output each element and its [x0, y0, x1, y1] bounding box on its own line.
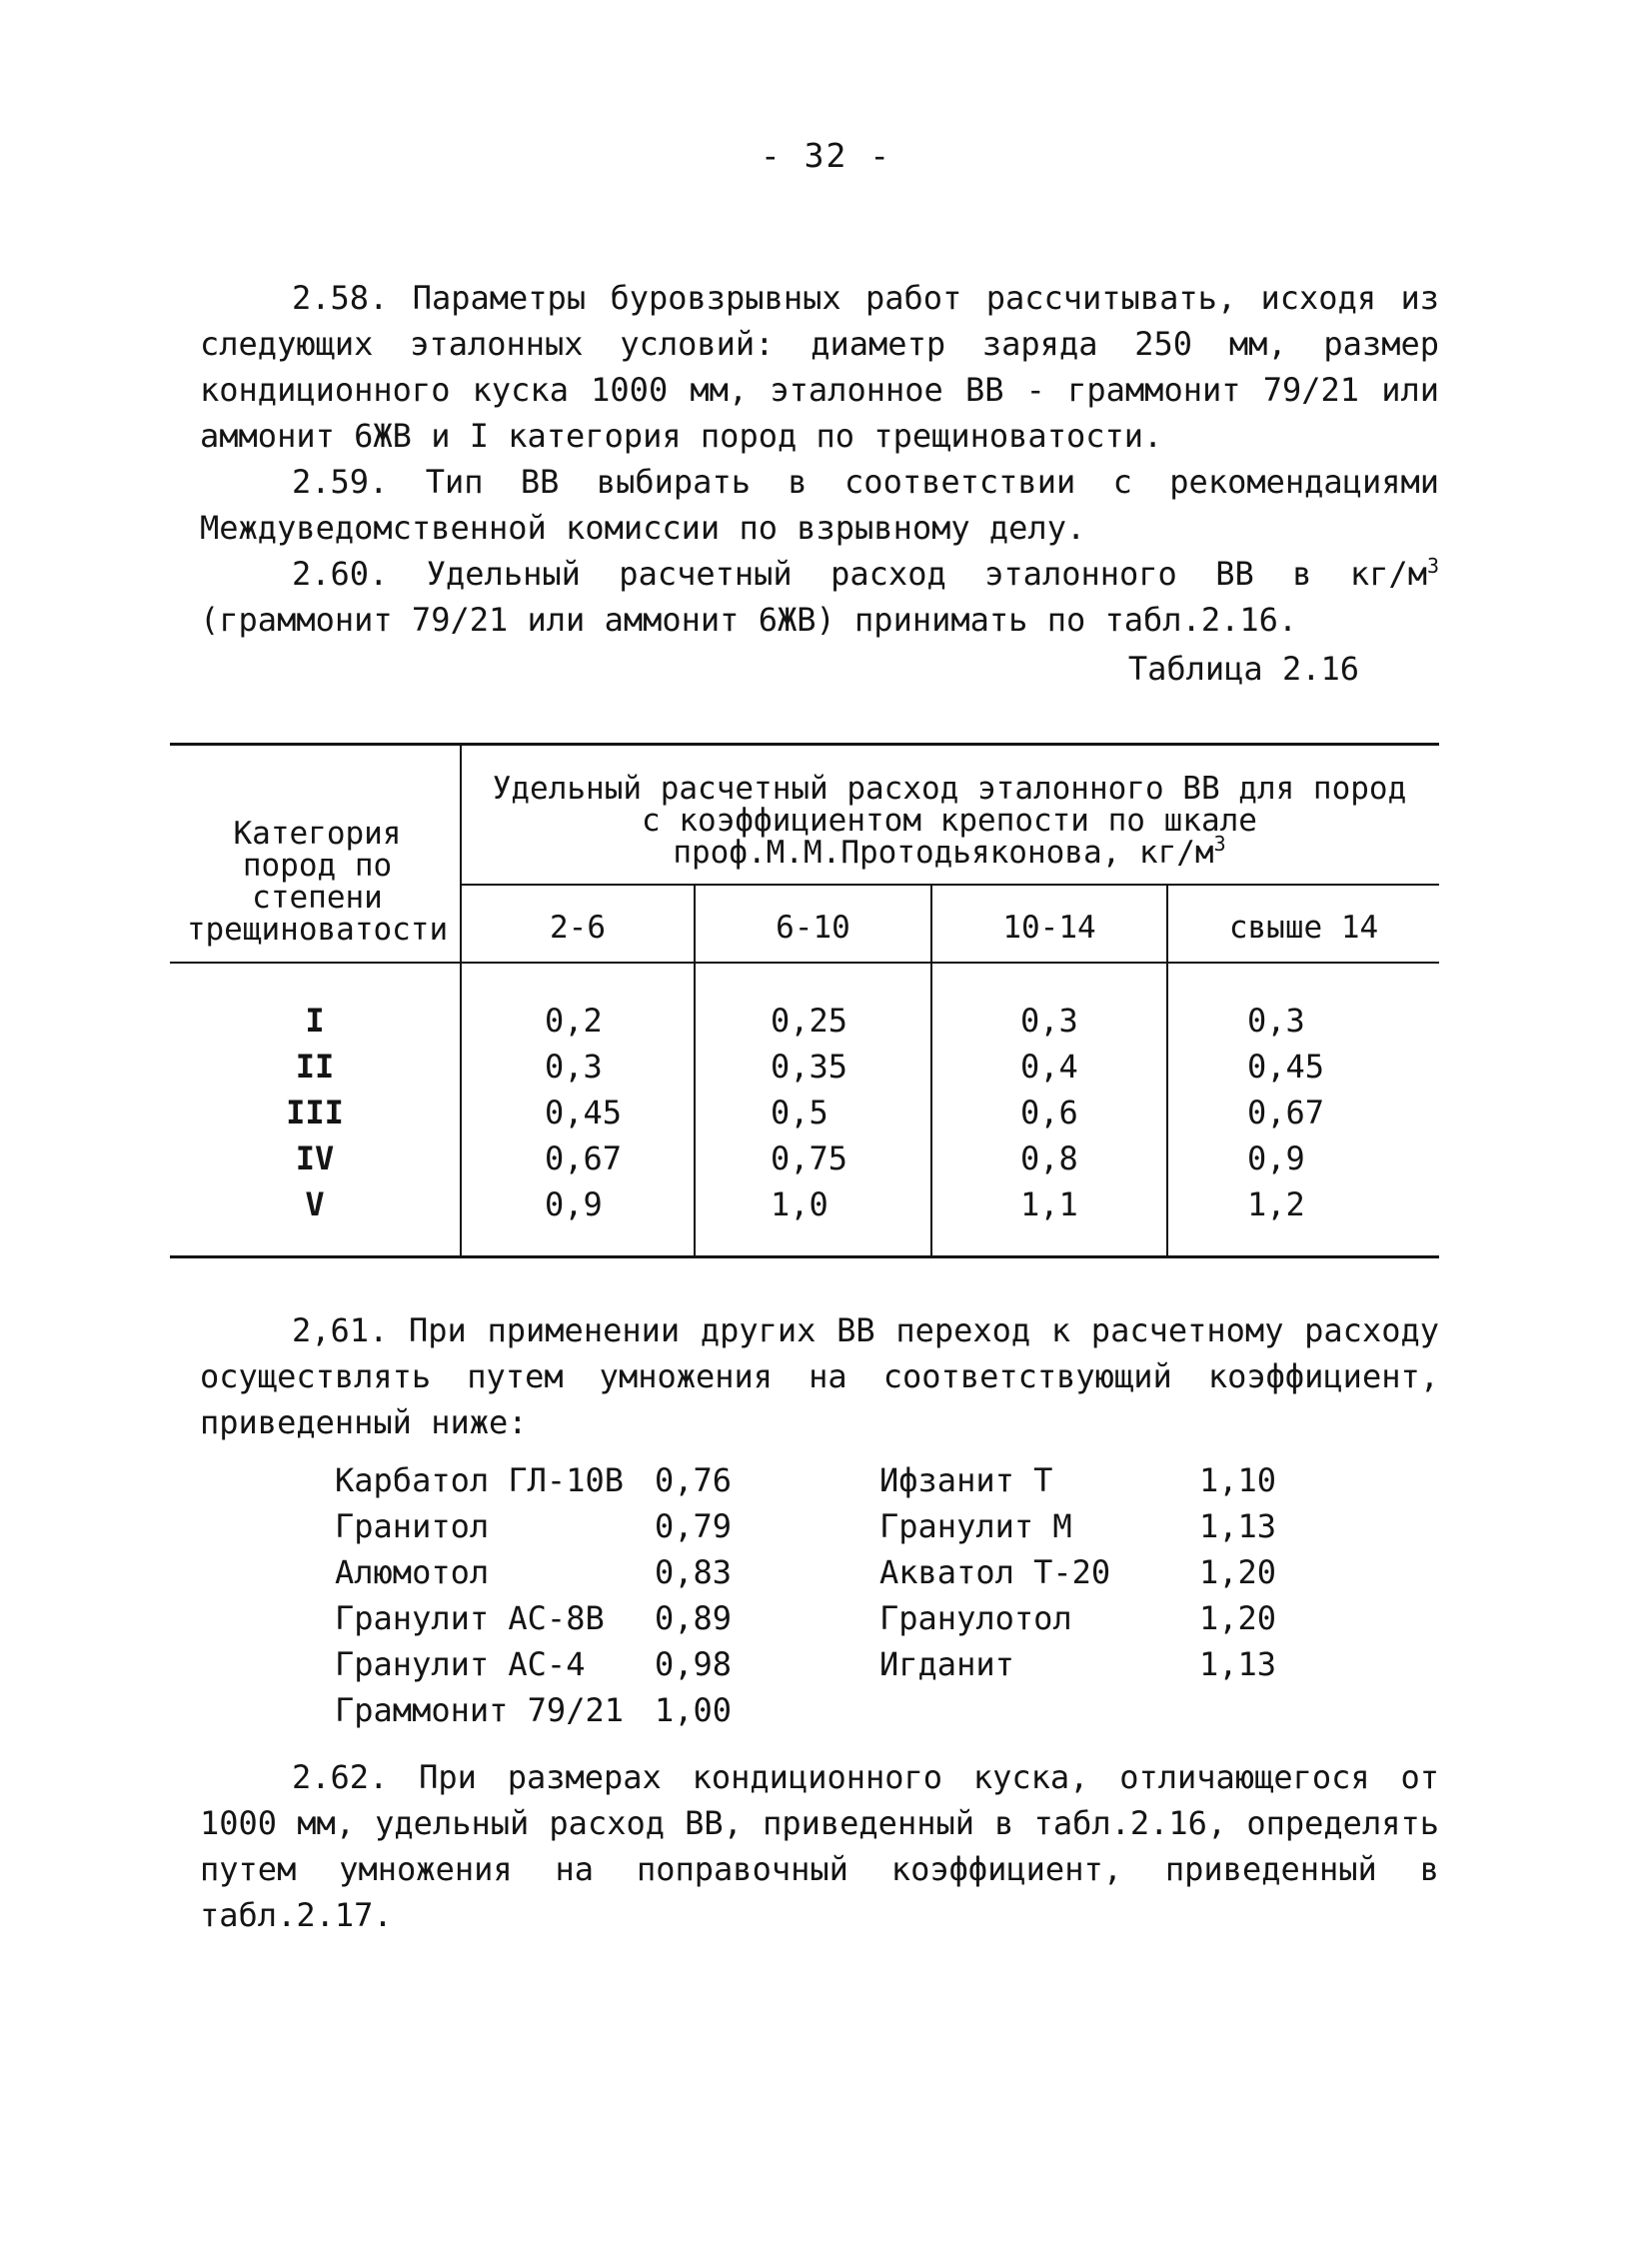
explosive-name: Акватол Т-20: [879, 1553, 1111, 1591]
cell-value: 0,4: [1020, 1048, 1078, 1086]
explosive-coefficient: 1,20: [1199, 1553, 1277, 1591]
paragraph-2-62-text: 2.62. При размерах кондиционного куска, отличающегося от 1000 мм, удельный расход ВВ, приведенный в табл.2.16, определять путем умножения на поправочный коэффициент, приведенный в табл.2.17.: [200, 1758, 1439, 1934]
cell-value: 1,1: [1020, 1185, 1078, 1223]
paragraph-2-61-text: 2,61. При применении других ВВ переход к расчетному расходу осуществлять путем умножения на соответствующий коэффициент, приведенный ниже:: [200, 1311, 1439, 1441]
row-category: II: [295, 1048, 335, 1086]
explosive-name: Граммонит 79/21: [335, 1691, 624, 1729]
group-header-consumption: [490, 773, 1409, 869]
explosive-coefficient: 1,13: [1199, 1507, 1277, 1545]
table-bottom-rule: [170, 1255, 1439, 1258]
cell-value: 0,3: [545, 1048, 603, 1086]
table-top-rule: [170, 743, 1439, 746]
cell-value: 0,2: [545, 1002, 603, 1040]
group-header-superscript: 3: [1213, 832, 1226, 856]
paragraph-2-58: [200, 275, 1439, 459]
paragraph-2-59: [200, 459, 1439, 551]
paragraph-2-62: [200, 1754, 1439, 1938]
column-header-6-10: 6-10: [776, 910, 850, 946]
cell-value: 0,9: [545, 1185, 603, 1223]
explosive-name: Игданит: [879, 1645, 1014, 1683]
explosive-coefficient: 0,83: [655, 1553, 733, 1591]
table-header-divider: [462, 884, 1439, 886]
column-header-2-6: 2-6: [550, 910, 606, 946]
explosive-name: Гранулит М: [879, 1507, 1072, 1545]
cell-value: 1,0: [771, 1185, 828, 1223]
paragraph-2-59-text: 2.59. Тип ВВ выбирать в соответствии с рекомендациями Междуведомственной комиссии по взрывному делу.: [200, 463, 1439, 547]
cell-value: 0,35: [771, 1048, 848, 1086]
paragraph-2-60-text-b: (граммонит 79/21 или аммонит 6ЖВ) принимать по табл.2.16.: [200, 601, 1298, 639]
row-category: I: [305, 1002, 325, 1040]
explosive-coefficient: 1,10: [1199, 1461, 1277, 1499]
cell-value: 0,75: [771, 1139, 848, 1177]
column-header-10-14: 10-14: [1002, 910, 1096, 946]
paragraph-2-61: [200, 1307, 1439, 1445]
explosive-coefficient: 1,00: [655, 1691, 733, 1729]
paragraph-2-60: [200, 551, 1439, 643]
row-header-category: Категория пород по степени трещиноватости: [186, 816, 449, 948]
explosive-name: Ифзанит Т: [879, 1461, 1053, 1499]
row-category: IV: [295, 1139, 335, 1177]
table-col-divider-1: [460, 746, 462, 1256]
explosive-coefficient: 0,98: [655, 1645, 733, 1683]
cell-value: 0,3: [1247, 1002, 1305, 1040]
cell-value: 0,3: [1020, 1002, 1078, 1040]
explosive-name: Гранитол: [335, 1507, 490, 1545]
explosive-coefficient: 0,89: [655, 1599, 733, 1637]
explosive-name: Алюмотол: [335, 1553, 490, 1591]
paragraph-2-58-text: 2.58. Параметры буровзрывных работ рассчитывать, исходя из следующих эталонных условий: диаметр заряда 250 мм, размер кондиционного куска 1000 мм, эталонное ВВ - граммонит 79/21 или аммонит 6ЖВ и I категория пород по трещиноватости.: [200, 279, 1439, 455]
group-header-text: Удельный расчетный расход эталонного ВВ для пород с коэффициентом крепости по шкале проф.М.М.Протодьяконова, кг/м: [492, 771, 1407, 871]
cell-value: 0,5: [771, 1094, 828, 1131]
cell-value: 0,8: [1020, 1139, 1078, 1177]
explosive-coefficient: 1,13: [1199, 1645, 1277, 1683]
cell-value: 0,6: [1020, 1094, 1078, 1131]
cell-value: 0,25: [771, 1002, 848, 1040]
row-category: V: [305, 1185, 325, 1223]
page-number: - 32 -: [760, 136, 892, 175]
explosive-coefficient: 0,76: [655, 1461, 733, 1499]
explosive-coefficient: 1,20: [1199, 1599, 1277, 1637]
explosive-name: Гранулотол: [879, 1599, 1072, 1637]
paragraph-2-60-text-a: 2.60. Удельный расчетный расход эталонного ВВ в кг/м: [292, 555, 1427, 593]
cell-value: 0,45: [1247, 1048, 1325, 1086]
row-category: III: [286, 1094, 344, 1131]
explosive-name: Гранулит АС-8В: [335, 1599, 605, 1637]
cell-value: 0,45: [545, 1094, 623, 1131]
explosive-coefficient: 0,79: [655, 1507, 733, 1545]
explosive-name: Карбатол ГЛ-10В: [335, 1461, 624, 1499]
table-caption: Таблица 2.16: [1127, 650, 1359, 688]
cell-value: 0,67: [545, 1139, 623, 1177]
paragraph-2-60-superscript: 3: [1426, 554, 1439, 578]
explosive-name: Гранулит АС-4: [335, 1645, 586, 1683]
table-header-bottom-rule: [170, 962, 1439, 964]
cell-value: 1,2: [1247, 1185, 1305, 1223]
cell-value: 0,67: [1247, 1094, 1325, 1131]
cell-value: 0,9: [1247, 1139, 1305, 1177]
column-header-above-14: свыше 14: [1228, 910, 1379, 946]
